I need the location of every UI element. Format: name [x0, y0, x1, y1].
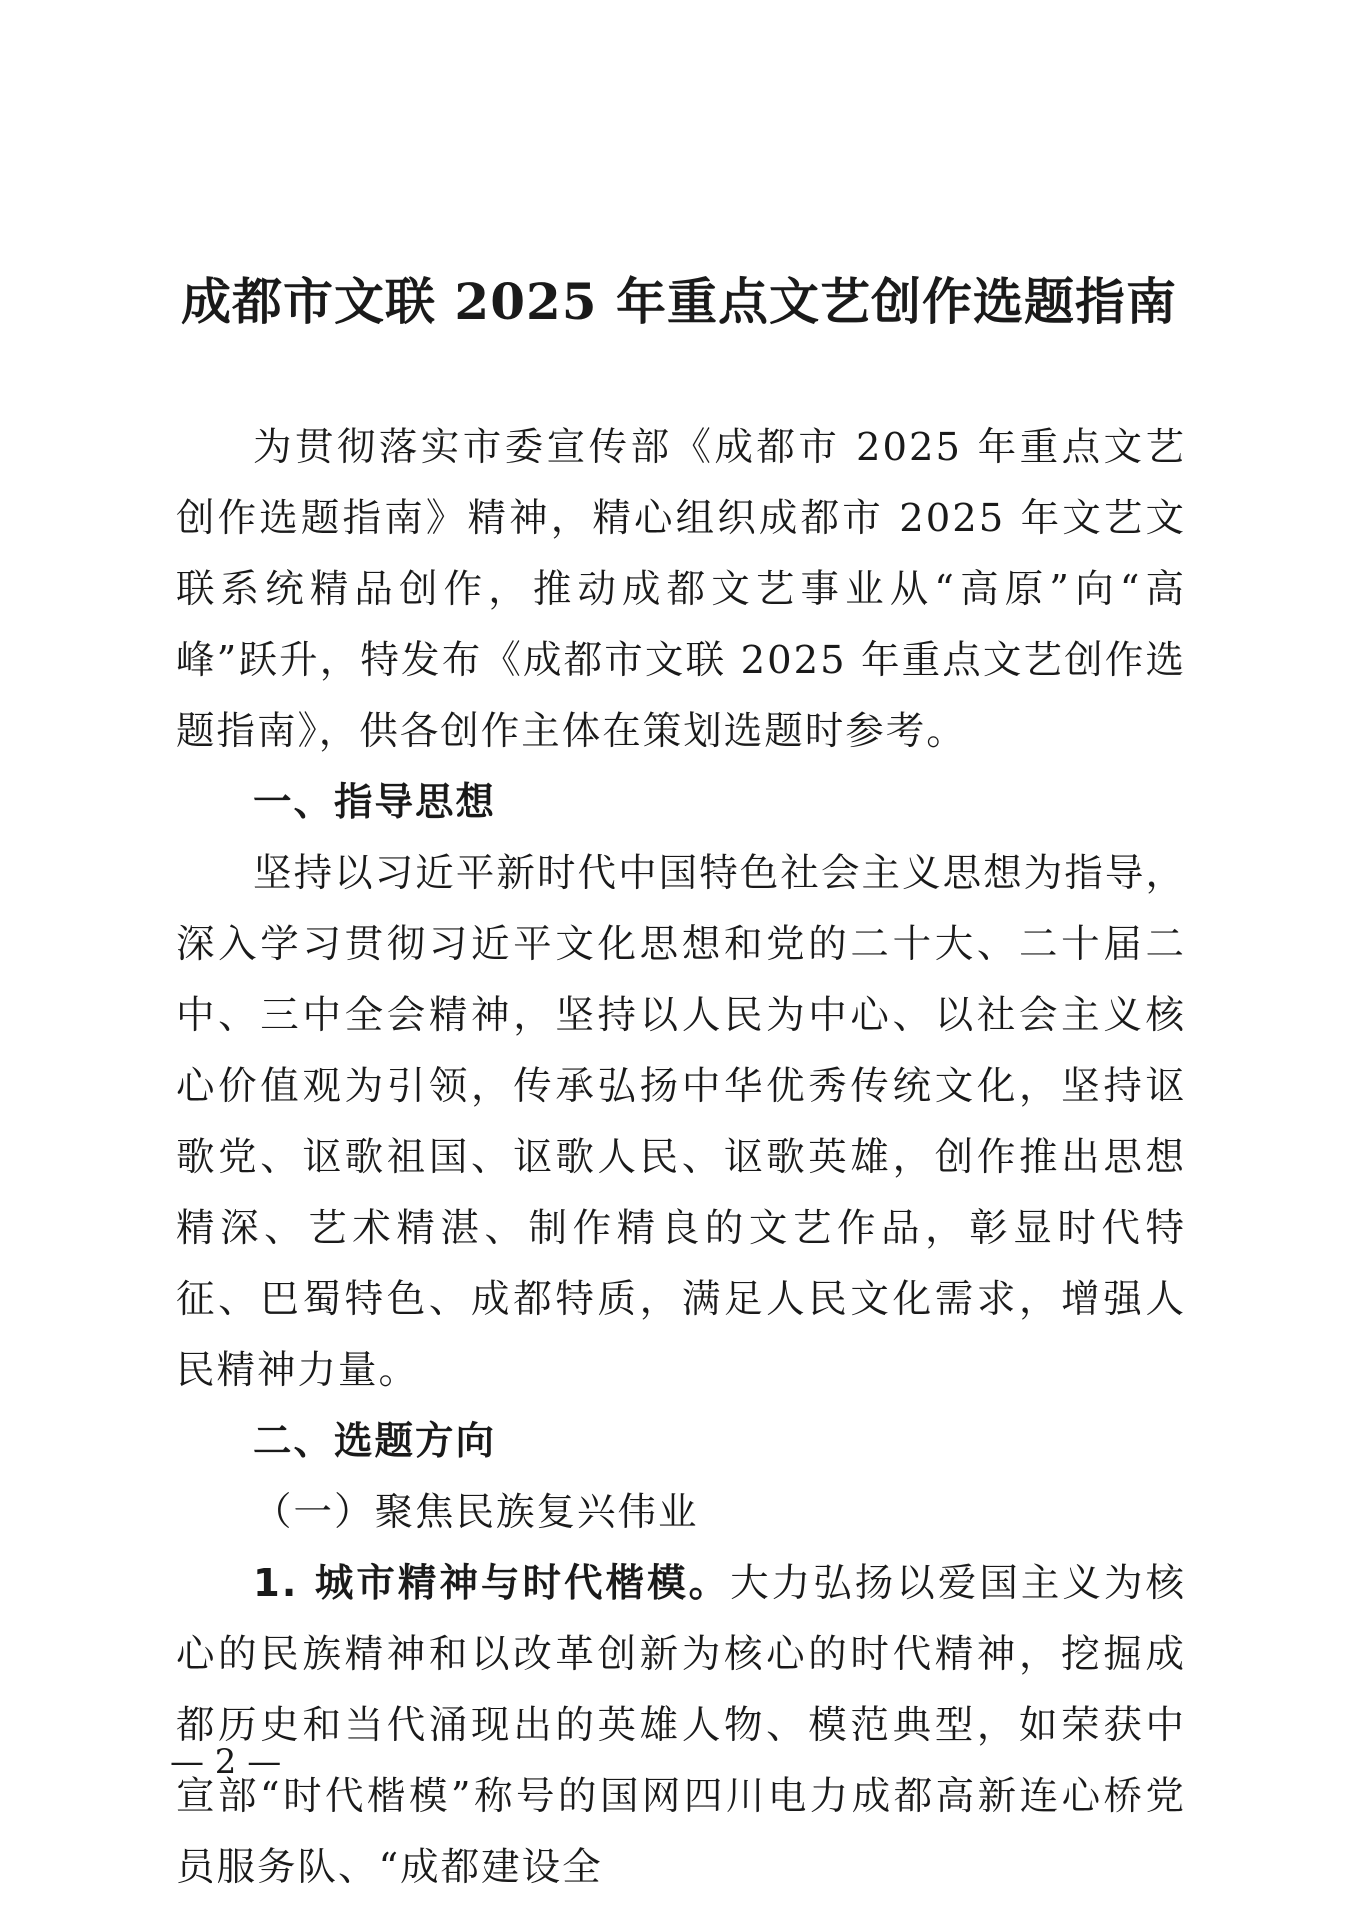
section-heading-guiding-ideology: 一、指导思想: [253, 780, 497, 825]
intro-paragraph: 为贯彻落实市委宣传部《成都市 2025 年重点文艺创作选题指南》精神，精心组织成都市 2025 年文艺文联系统精品创作，推动成都文艺事业从“高原”向“高峰”跃升，特发布《成都市文联 2025 年重点文艺创作选题指南》，供各创作主体在策划选题时参考。: [176, 425, 1186, 754]
item-paragraph-city-spirit: [176, 1548, 1186, 1903]
document-title: 成都市文联 2025 年重点文艺创作选题指南: [181, 272, 1177, 331]
page-number: — 2 —: [170, 1742, 282, 1782]
subsection-heading-national-rejuvenation: （一）聚焦民族复兴伟业: [253, 1490, 699, 1535]
document-body: [176, 412, 1186, 1903]
guiding-ideology-paragraph: 坚持以习近平新时代中国特色社会主义思想为指导，深入学习贯彻习近平文化思想和党的二十大、二十届二中、三中全会精神，坚持以人民为中心、以社会主义核心价值观为引领，传承弘扬中华优秀传统文化，坚持讴歌党、讴歌祖国、讴歌人民、讴歌英雄，创作推出思想精深、艺术精湛、制作精良的文艺作品，彰显时代特征、巴蜀特色、成都特质，满足人民文化需求，增强人民精神力量。: [176, 851, 1186, 1393]
item-lead-city-spirit: 1. 城市精神与时代楷模。: [253, 1561, 731, 1606]
item-body-city-spirit: 大力弘扬以爱国主义为核心的民族精神和以改革创新为核心的时代精神，挖掘成都历史和当代涌现出的英雄人物、模范典型，如荣获中宣部“时代楷模”称号的国网四川电力成都高新连心桥党员服务队、“成都建设全: [176, 1561, 1186, 1890]
section-heading-topic-directions: 二、选题方向: [253, 1419, 497, 1464]
